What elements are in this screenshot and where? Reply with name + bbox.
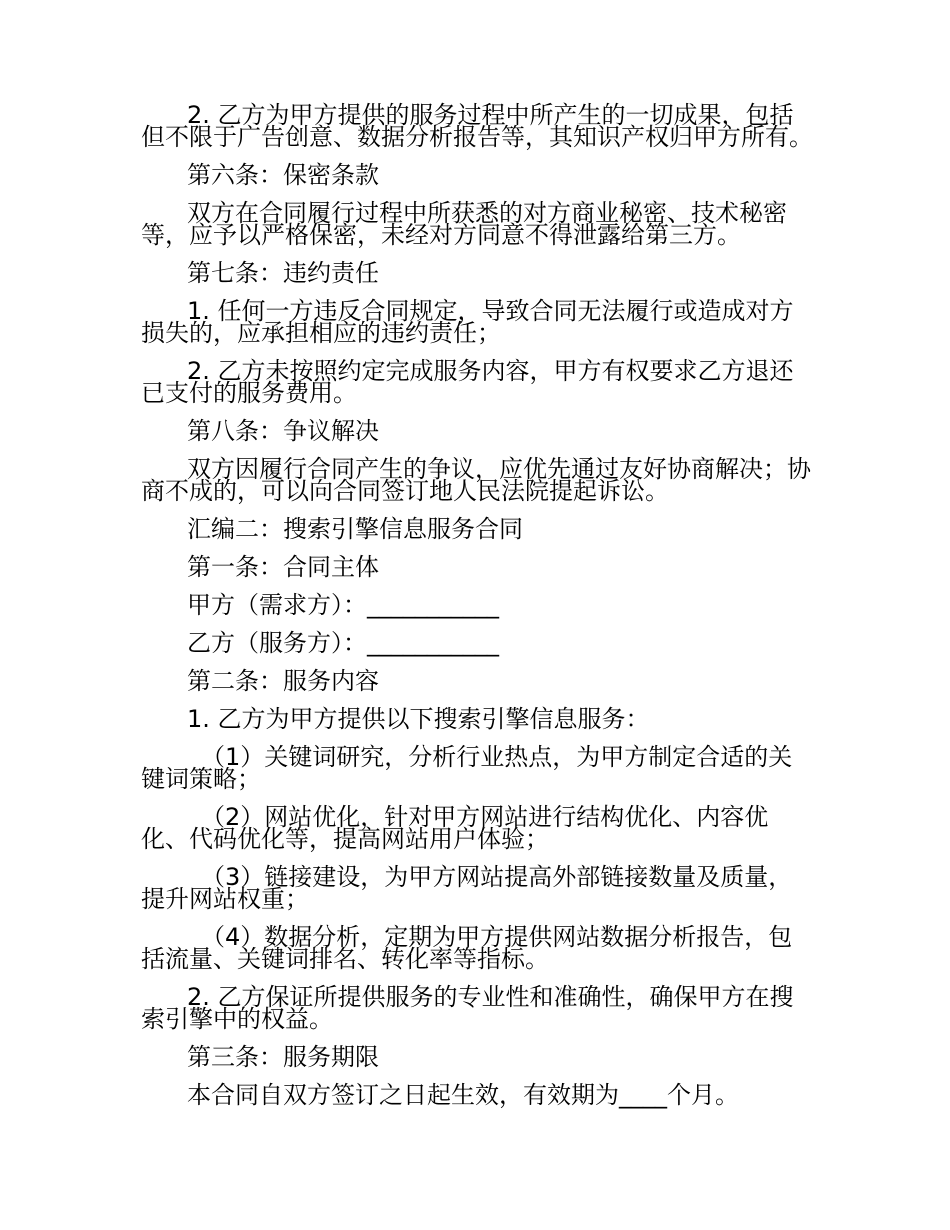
service-item-data-analysis: （4）数据分析，定期为甲方提供网站数据分析报告，包括流量、关键词排名、转化率等指标。 bbox=[141, 923, 793, 973]
heading-article-8-dispute: 第八条：争议解决 bbox=[187, 417, 379, 445]
service-item-keywords: （1）关键词研究，分析行业热点，为甲方制定合适的关键词策略； bbox=[141, 743, 793, 793]
heading-article-6-confidentiality: 第六条：保密条款 bbox=[187, 161, 379, 189]
paragraph-dispute: 双方因履行合同产生的争议，应优先通过友好协商解决；协商不成的，可以向合同签订地人民法院提起诉讼。 bbox=[141, 455, 811, 505]
paragraph-confidentiality: 双方在合同履行过程中所获悉的对方商业秘密、技术秘密等，应予以严格保密，未经对方同意不得泄露给第三方。 bbox=[141, 199, 787, 249]
paragraph-services-intro: 1. 乙方为甲方提供以下搜索引擎信息服务： bbox=[187, 705, 650, 733]
heading-compilation-2: 汇编二：搜索引擎信息服务合同 bbox=[187, 515, 523, 543]
heading-article-1-parties: 第一条：合同主体 bbox=[187, 553, 379, 581]
paragraph-liability-1: 1. 任何一方违反合同规定，导致合同无法履行或造成对方损失的，应承担相应的违约责任； bbox=[141, 297, 794, 347]
party-a-line: 甲方（需求方）：___________ bbox=[187, 591, 499, 619]
service-item-site-optimization: （2）网站优化，针对甲方网站进行结构优化、内容优化、代码优化等，提高网站用户体验； bbox=[141, 803, 769, 853]
paragraph-service-guarantee: 2. 乙方保证所提供服务的专业性和准确性，确保甲方在搜索引擎中的权益。 bbox=[141, 983, 794, 1033]
paragraph-ip-ownership: 2. 乙方为甲方提供的服务过程中所产生的一切成果，包括但不限于广告创意、数据分析报告等，其知识产权归甲方所有。 bbox=[141, 101, 813, 151]
heading-article-7-liability: 第七条：违约责任 bbox=[187, 259, 379, 287]
document-page bbox=[141, 101, 813, 1122]
party-b-line: 乙方（服务方）：___________ bbox=[187, 629, 499, 657]
paragraph-liability-2: 2. 乙方未按照约定完成服务内容，甲方有权要求乙方退还已支付的服务费用。 bbox=[141, 357, 794, 407]
heading-article-2-services: 第二条：服务内容 bbox=[187, 667, 379, 695]
heading-article-3-term: 第三条：服务期限 bbox=[187, 1043, 379, 1071]
service-item-link-building: （3）链接建设，为甲方网站提高外部链接数量及质量，提升网站权重； bbox=[141, 863, 793, 913]
paragraph-term: 本合同自双方签订之日起生效，有效期为____个月。 bbox=[187, 1081, 739, 1109]
